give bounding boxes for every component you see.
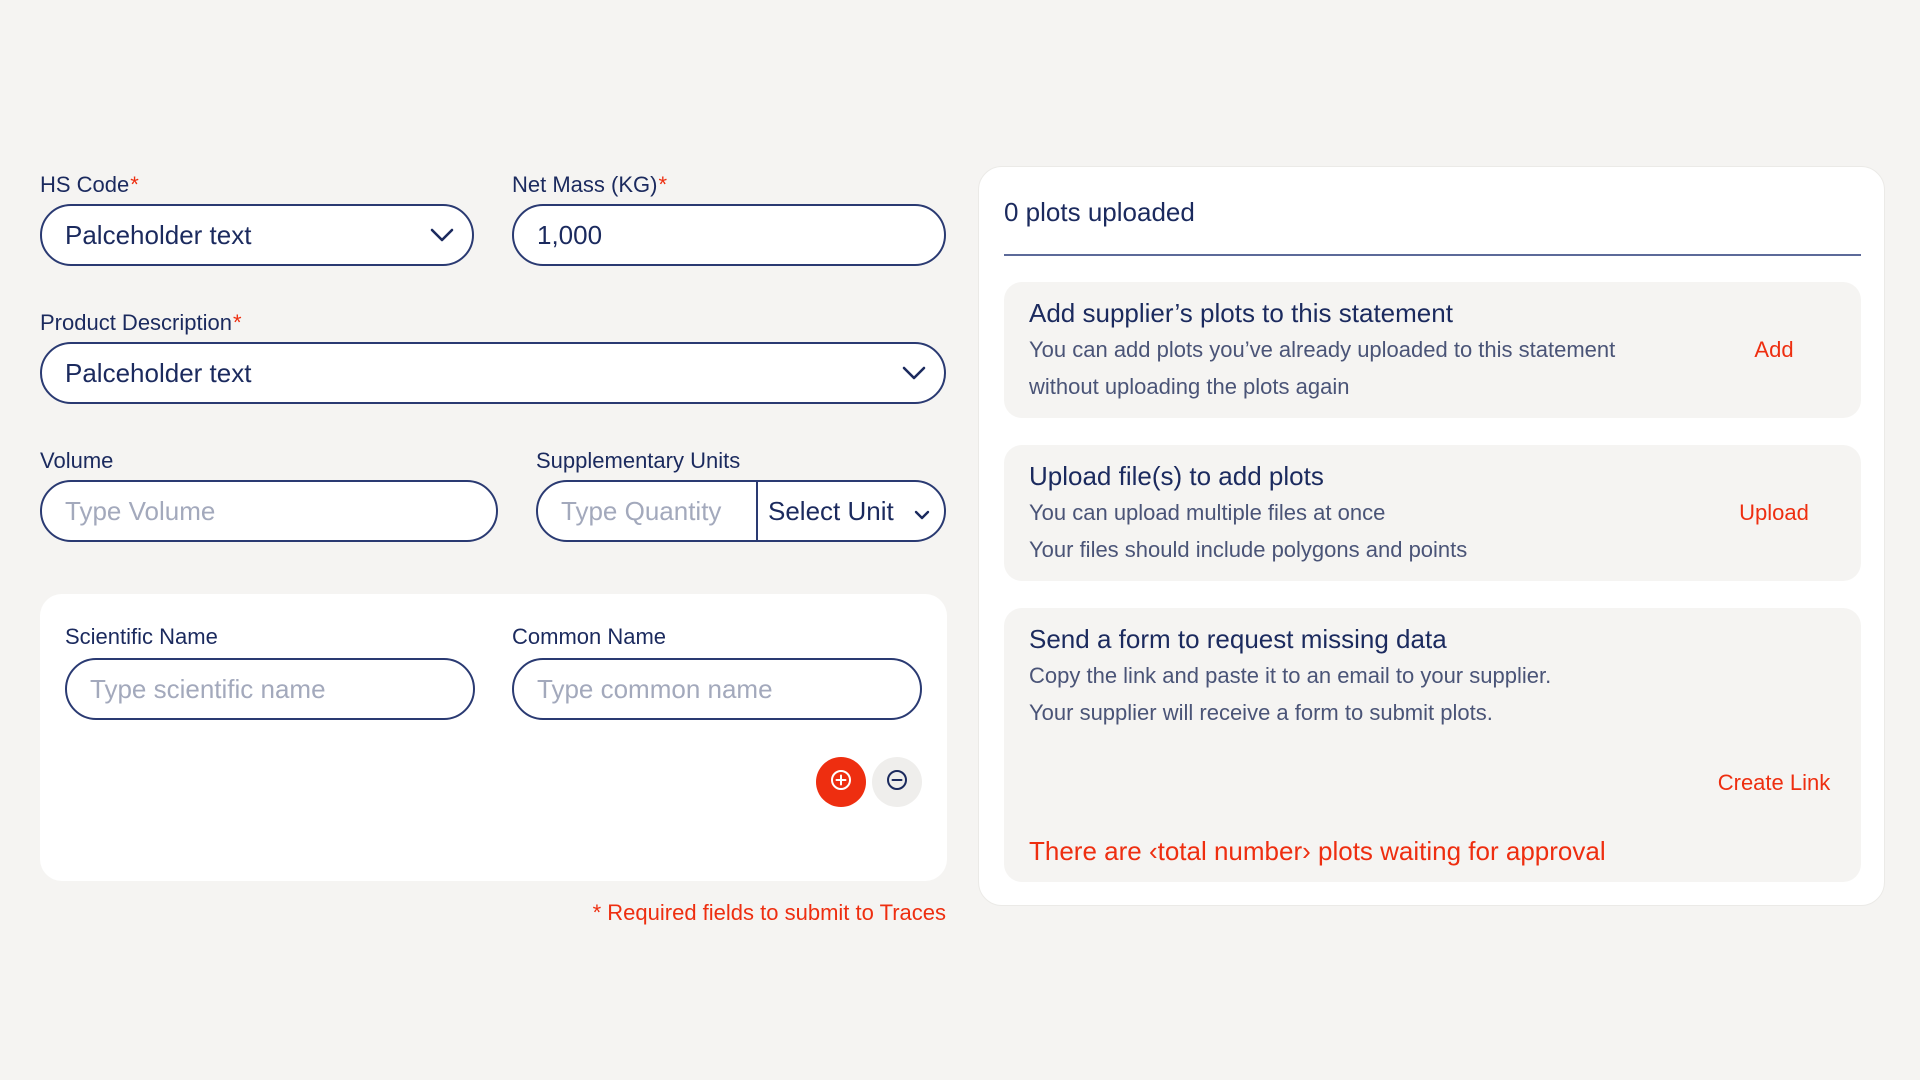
option-title: Add supplier’s plots to this statement bbox=[1029, 298, 1453, 328]
common-name-label: Common Name bbox=[512, 624, 667, 649]
option-description-line: without uploading the plots again bbox=[1029, 374, 1350, 399]
option-description-line: Your files should include polygons and points bbox=[1029, 537, 1468, 562]
pending-approval-notice: There are ‹total number› plots waiting for approval bbox=[1029, 836, 1606, 866]
add-plots-link[interactable]: Add bbox=[1754, 337, 1794, 362]
volume-input[interactable] bbox=[40, 480, 498, 542]
divider bbox=[1004, 254, 1861, 256]
option-upload-files bbox=[1004, 445, 1861, 581]
net-mass-value: 1,000 bbox=[537, 219, 603, 250]
unit-value: Select Unit bbox=[768, 495, 894, 526]
option-request-missing-data bbox=[1004, 608, 1861, 882]
scientific-name-label: Scientific Name bbox=[65, 624, 218, 649]
option-description-line: Your supplier will receive a form to submit plots. bbox=[1029, 700, 1493, 725]
hs-code-select[interactable] bbox=[40, 204, 474, 266]
option-add-supplier-plots bbox=[1004, 282, 1861, 418]
option-description-line: You can add plots you’ve already uploaded to this statement bbox=[1029, 337, 1616, 362]
supplementary-units-group bbox=[536, 480, 946, 542]
common-name-input[interactable] bbox=[512, 658, 922, 720]
product-description-value: Palceholder text bbox=[65, 357, 252, 388]
quantity-input[interactable] bbox=[538, 482, 758, 540]
volume-label: Volume bbox=[40, 448, 114, 473]
chevron-down-icon bbox=[412, 228, 472, 242]
option-description-line: Copy the link and paste it to an email to your supplier. bbox=[1029, 663, 1552, 688]
upload-files-link[interactable]: Upload bbox=[1739, 500, 1809, 525]
plus-circle-icon bbox=[830, 769, 852, 796]
product-description-select[interactable] bbox=[40, 342, 946, 404]
remove-species-button[interactable] bbox=[872, 757, 922, 807]
chevron-down-icon bbox=[914, 496, 930, 527]
hs-code-value: Palceholder text bbox=[65, 219, 252, 250]
supplementary-units-label: Supplementary Units bbox=[536, 448, 741, 473]
species-card bbox=[40, 594, 947, 881]
net-mass-label: Net Mass (KG)* bbox=[512, 172, 668, 197]
required-fields-note: * Required fields to submit to Traces bbox=[592, 900, 946, 925]
hs-code-label: HS Code* bbox=[40, 172, 139, 197]
net-mass-input[interactable] bbox=[512, 204, 946, 266]
option-title: Upload file(s) to add plots bbox=[1029, 461, 1324, 491]
quantity-placeholder: Type Quantity bbox=[561, 495, 722, 526]
option-description-line: You can upload multiple files at once bbox=[1029, 500, 1386, 525]
plots-panel bbox=[978, 166, 1885, 906]
scientific-name-placeholder: Type scientific name bbox=[90, 673, 326, 704]
plots-count-title: 0 plots uploaded bbox=[1004, 197, 1195, 227]
option-title: Send a form to request missing data bbox=[1029, 624, 1447, 654]
unit-select[interactable] bbox=[758, 482, 944, 540]
scientific-name-input[interactable] bbox=[65, 658, 475, 720]
volume-placeholder: Type Volume bbox=[65, 495, 216, 526]
product-description-label: Product Description* bbox=[40, 310, 242, 335]
minus-circle-icon bbox=[886, 769, 908, 796]
add-species-button[interactable] bbox=[816, 757, 866, 807]
chevron-down-icon bbox=[884, 366, 944, 380]
create-link-button[interactable]: Create Link bbox=[1717, 770, 1831, 795]
common-name-placeholder: Type common name bbox=[537, 673, 773, 704]
